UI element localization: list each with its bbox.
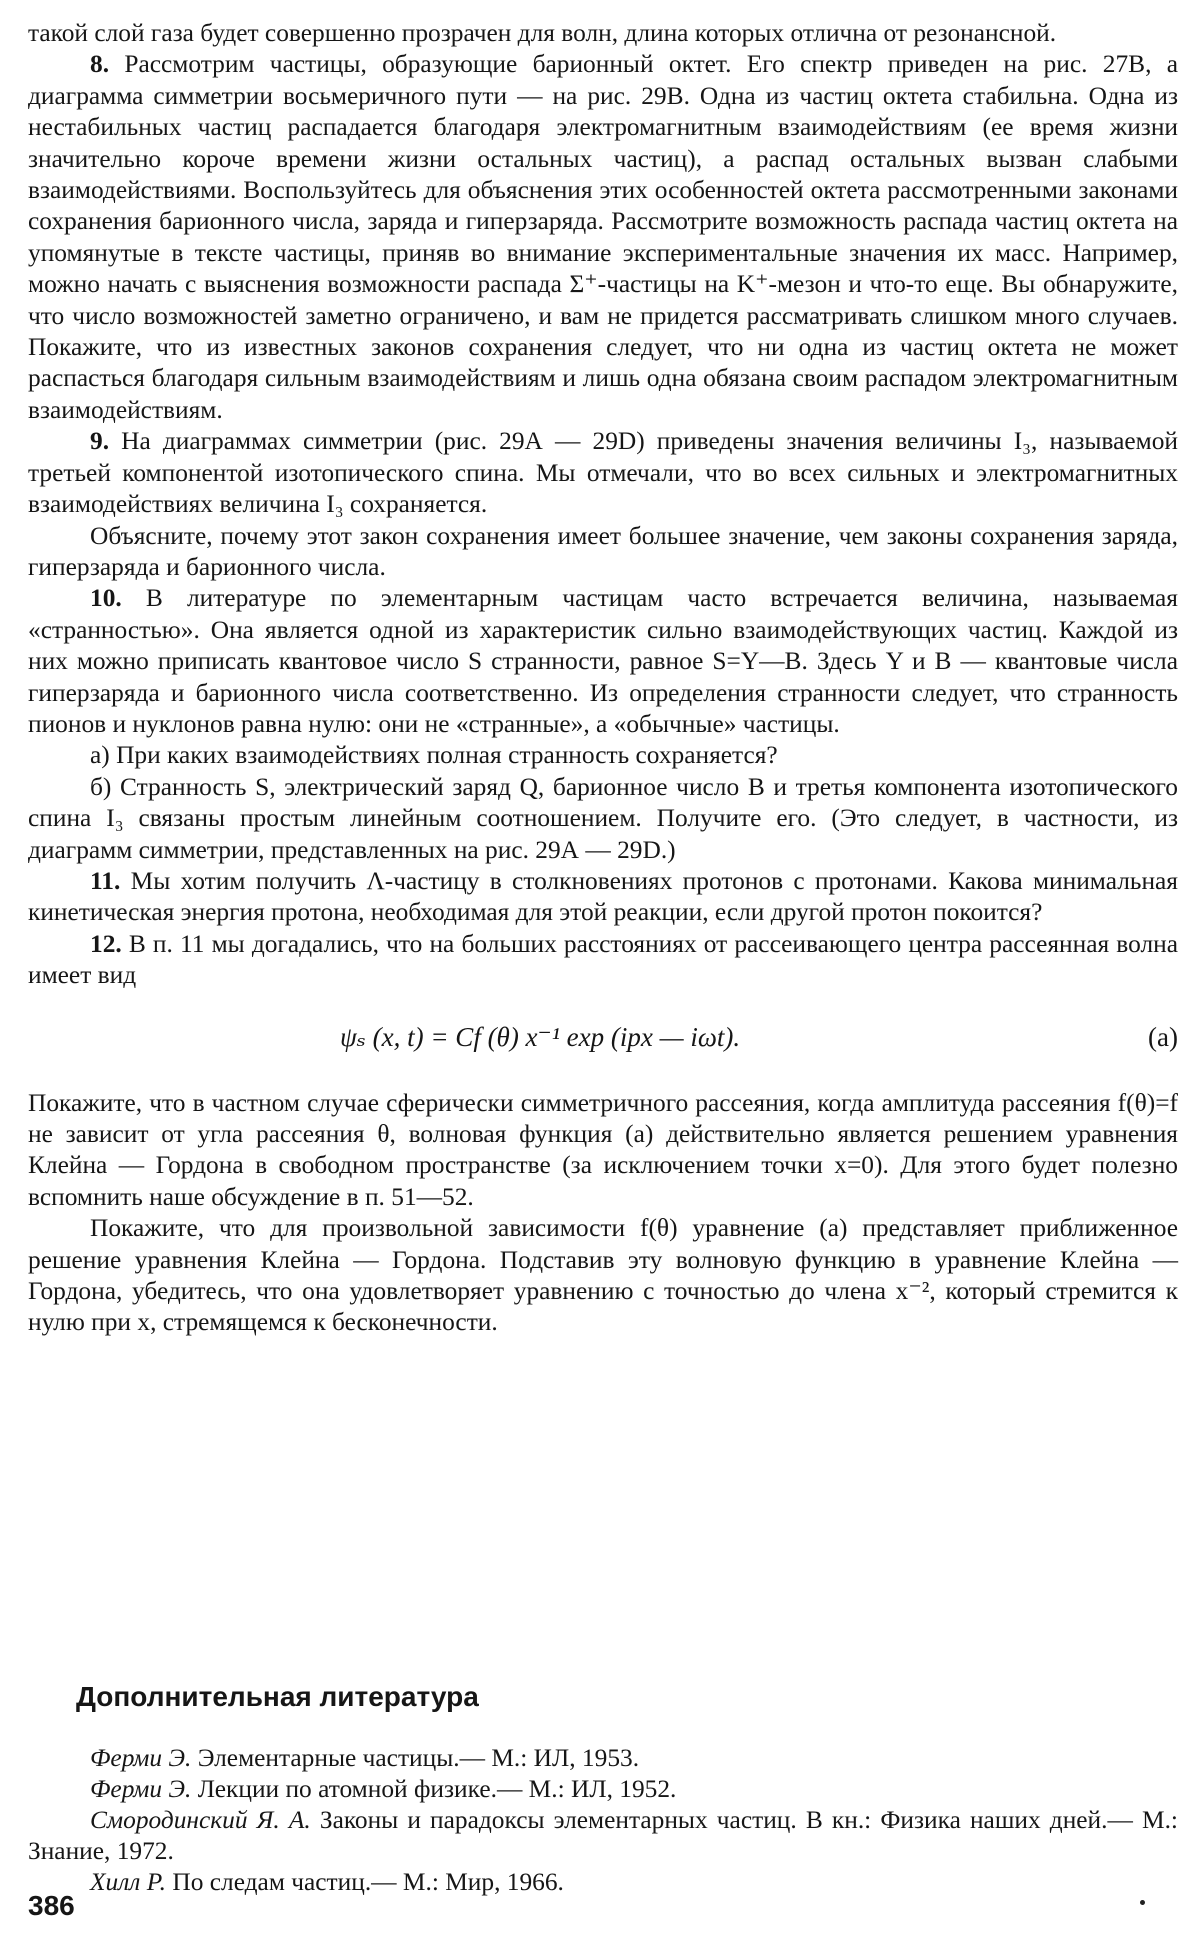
problem-8-text: Рассмотрим частицы, образующие барионный октет. Его спектр приведен на рис. 27В, а диаграмма симметрии восьмеричного пути — на рис. 29В. Одна из частиц октета стабильна. Одна из нестабильных частиц распадается благодаря электромагнитным взаимодействиям (ее время жизни значительно короче времени жизни остальных частиц), а распад остальных вызван слабыми взаимодействиями. Воспользуйтесь для объяснения этих особенностей октета рассмотренными законами сохранения барионного числа, заряда и гиперзаряда. Рассмотрите возможность распада частиц октета на упомянутые в тексте частицы, приняв во внимание экспериментальные значения их масс. Например, можно начать с выяснения возможности распада Σ⁺-частицы на K⁺-мезон и что-то еще. Вы обнаружите, что число возможностей заметно ограничено, и вам не придется рассматривать слишком много случаев. Покажите, что из известных законов сохранения следует, что ни одна из частиц октета не может распасться благодаря сильным взаимодействиям и лишь одна обязана своим распадом электромагнитным взаимодействиям. <box>28 50 1179 424</box>
equation-a <box>28 992 1178 1088</box>
problem-12-text: В п. 11 мы догадались, что на больших расстояниях от рассеивающего центра рассеянная волна имеет вид <box>28 929 1178 990</box>
reference-text: По следам частиц.— М.: Мир, 1966. <box>172 1868 564 1896</box>
references-heading: Дополнительная литература <box>76 1681 479 1712</box>
problem-9 <box>28 426 1178 520</box>
problem-10-number: 10. <box>90 584 122 613</box>
reference-item <box>28 1743 1178 1774</box>
references-list <box>28 1743 1178 1898</box>
reference-author: Ферми Э. <box>90 1775 192 1803</box>
paragraph-intro: такой слой газа будет совершенно прозрачен для волн, длина которых отлична от резонансной. <box>28 19 1057 47</box>
reference-author: Смородинский Я. А. <box>90 1806 311 1834</box>
problem-12-part-1: Покажите, что в частном случае сферически симметричного рассеяния, когда амплитуда рассеяния f(θ)=f не зависит от угла рассеяния θ, волновая функция (а) действительно является решением уравнения Клейна — Гордона в свободном пространстве (за исключением точки x=0). Для этого будет полезно вспомнить наше обсуждение в п. 51—52. <box>28 1088 1178 1211</box>
reference-item <box>28 1774 1178 1805</box>
reference-author: Хилл Р. <box>90 1868 167 1896</box>
reference-item <box>28 1867 1178 1898</box>
problem-12-part-2: Покажите, что для произвольной зависимости f(θ) уравнение (а) представляет приближенное решение уравнения Клейна — Гордона. Подставив эту волновую функцию в уравнение Клейна — Гордона, убедитесь, что она удовлетворяет уравнению с точностью до члена x⁻², который стремится к нулю при x, стремящемся к бесконечности. <box>28 1214 1178 1337</box>
reference-item <box>28 1805 1178 1867</box>
problem-9-text: На диаграммах симметрии (рис. 29А — 29D) приведены значения величины I₃, называемой третьей компонентой изотопического спина. Мы отмечали, что во всех сильных и электромагнитных взаимодействиях величина I₃ сохраняется. <box>28 427 1178 519</box>
page-body <box>28 18 1178 1339</box>
print-speck <box>1140 1900 1145 1905</box>
problem-10-b: б) Странность S, электрический заряд Q, барионное число B и третья компонента изотопического спина I₃ связаны простым линейным соотношением. Получите его. (Это следует, в частности, из диаграмм симметрии, представленных на рис. 29А — 29D.) <box>28 772 1178 864</box>
problem-9-number: 9. <box>90 427 110 456</box>
problem-12-number: 12. <box>90 929 122 958</box>
problem-11 <box>28 866 1178 929</box>
problem-9-continuation: Объясните, почему этот закон сохранения имеет большее значение, чем законы сохранения заряда, гиперзаряда и барионного числа. <box>28 521 1178 581</box>
reference-text: Лекции по атомной физике.— М.: ИЛ, 1952. <box>197 1775 677 1803</box>
problem-8-number: 8. <box>90 50 110 79</box>
problem-8 <box>28 49 1178 426</box>
problem-10 <box>28 583 1178 740</box>
problem-12 <box>28 929 1178 992</box>
problem-10-a: а) При каких взаимодействиях полная странность сохраняется? <box>90 741 778 770</box>
problem-11-number: 11. <box>90 866 121 895</box>
problem-11-text: Мы хотим получить Λ-частицу в столкновениях протонов с протонами. Какова минимальная кинетическая энергия протона, необходимая для этой реакции, если другой протон покоится? <box>28 866 1178 927</box>
reference-text: Элементарные частицы.— М.: ИЛ, 1953. <box>197 1744 640 1772</box>
equation-tag: (a) <box>1148 1021 1178 1052</box>
reference-author: Ферми Э. <box>90 1744 192 1772</box>
equation-expression: ψₛ (x, t) = Cf (θ) x⁻¹ exp (ipx — iωt). <box>340 1021 741 1052</box>
page-number: 386 <box>28 1890 75 1921</box>
reference-text: Законы и парадоксы элементарных частиц. В кн.: Физика наших дней.— М.: Знание, 1972. <box>28 1806 1178 1865</box>
problem-10-text: В литературе по элементарным частицам часто встречается величина, называемая «странностью». Она является одной из характеристик сильно взаимодействующих частиц. Каждой из них можно приписать квантовое число S странности, равное S=Y—B. Здесь Y и B — квантовые числа гиперзаряда и барионного числа соответственно. Из определения странности следует, что странность пионов и нуклонов равна нулю: они не «странные», а «обычные» частицы. <box>28 584 1178 738</box>
